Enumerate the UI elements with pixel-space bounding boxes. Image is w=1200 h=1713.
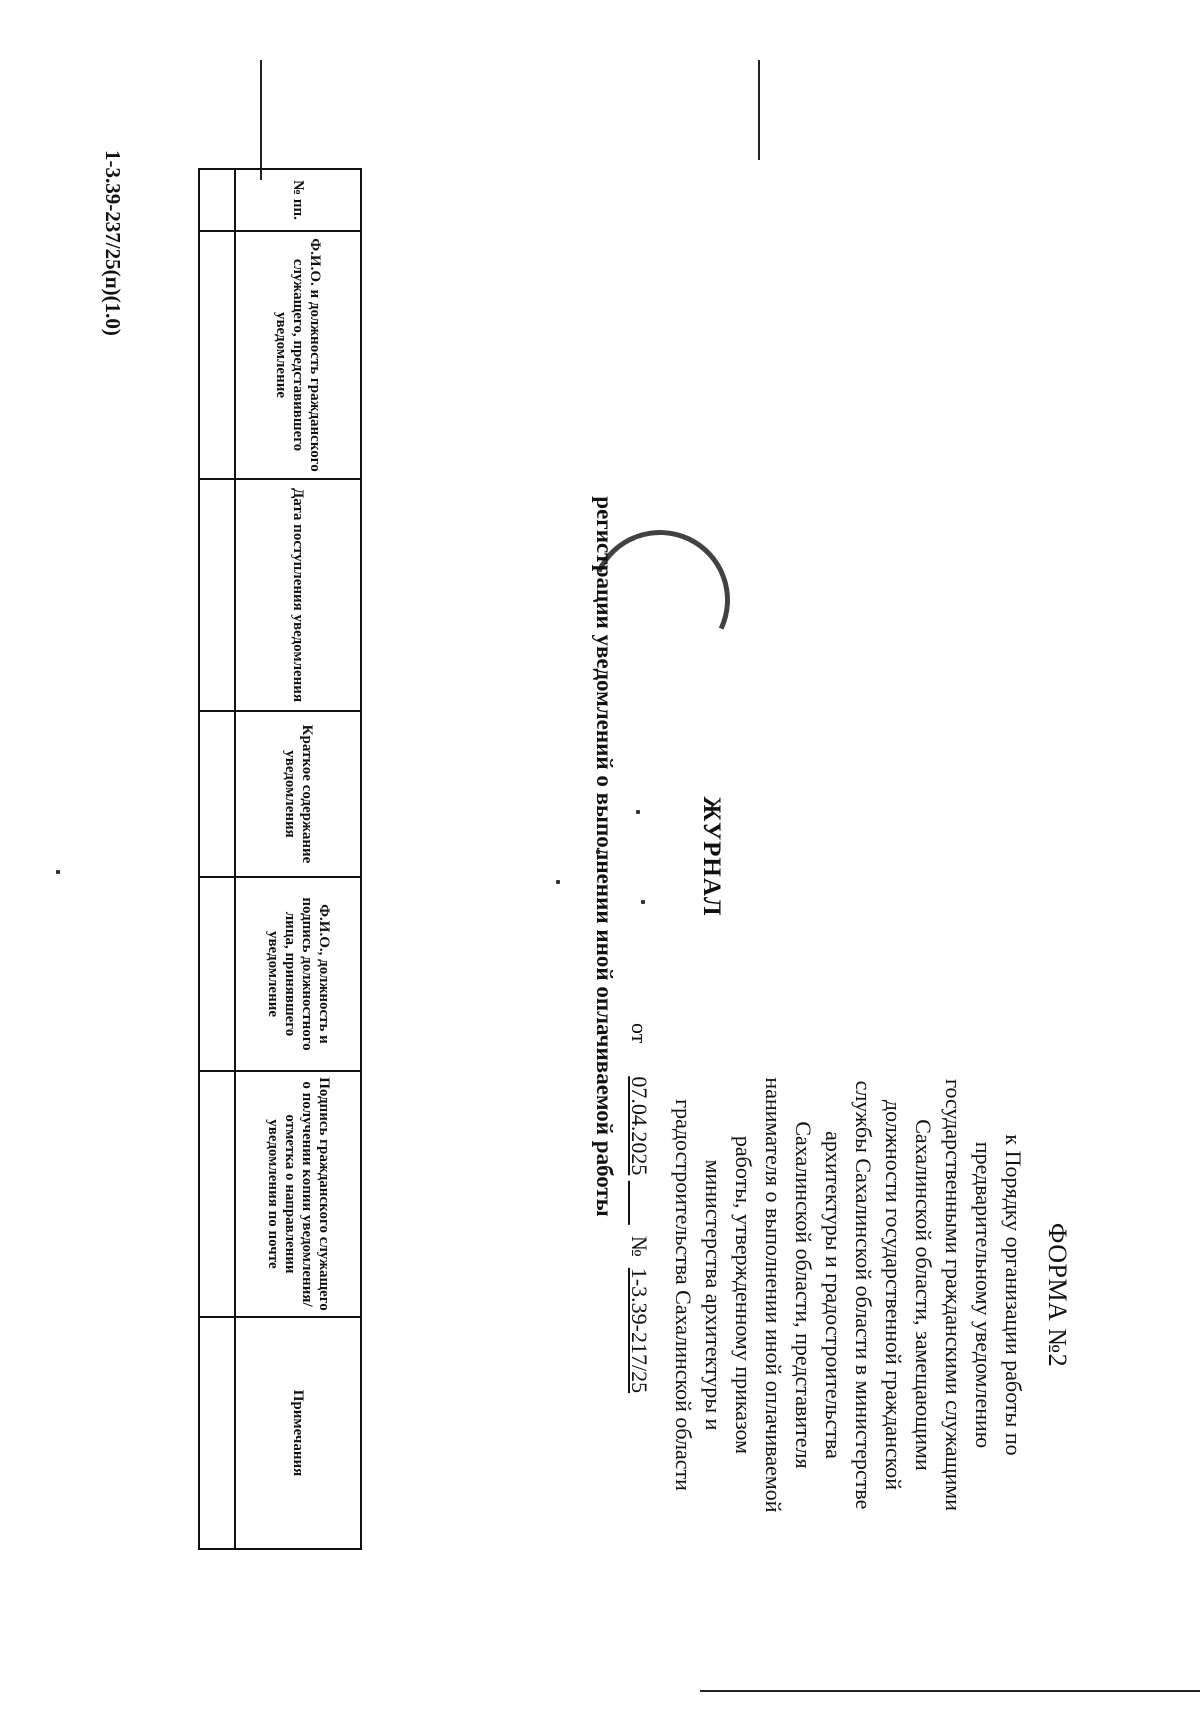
header-summary: Краткое содержание уведомления: [235, 711, 361, 877]
form-line: предварительному уведомлению: [971, 1141, 996, 1449]
document-code: 1-3.39-237/25(п)(1.0): [101, 150, 125, 336]
reference-line: [624, 1015, 654, 1575]
ref-date: 07.04.2025: [627, 1076, 652, 1176]
scan-border-line: [758, 60, 760, 160]
form-line: государственными гражданскими служащими: [941, 1079, 966, 1511]
scan-speck: [56, 870, 60, 874]
form-title: ФОРМА №2: [1043, 1222, 1072, 1368]
table-row: [199, 169, 235, 1549]
table-cell: [199, 711, 235, 877]
table-cell: [199, 479, 235, 711]
ref-from-label: от: [627, 1023, 652, 1044]
scan-speck: [556, 880, 560, 884]
scan-speck: [636, 810, 640, 814]
ref-number: 1-3.39-217/25: [627, 1267, 652, 1394]
table-cell: [199, 231, 235, 479]
table-cell: [199, 877, 235, 1071]
journal-title: ЖУРНАЛ: [698, 796, 725, 917]
header-date-received: Дата поступления уведомления: [235, 479, 361, 711]
ref-no-label: №: [627, 1235, 652, 1257]
journal-subtitle: регистрации уведомлений о выполнении иной оплачиваемой работы: [592, 496, 617, 1217]
form-line: градостроительства Сахалинской области: [671, 1099, 696, 1491]
table-cell: [199, 1071, 235, 1317]
scan-speck: [641, 900, 645, 904]
form-header: [624, 1015, 1072, 1575]
form-line: должности государственной гражданской: [881, 1099, 906, 1491]
form-line: министерства архитектуры и: [701, 1159, 726, 1431]
header-receiving-official: Ф.И.О., должность и подпись должностного лица, принявшего уведомление: [235, 877, 361, 1071]
form-line: работы, утвержденному приказом: [731, 1135, 756, 1455]
table-cell: [199, 1317, 235, 1549]
scan-border-line: [260, 60, 262, 180]
header-copy-signature: Подпись гражданского служащего о получении копии уведомления/отметка о направлении уведомления по почте: [235, 1071, 361, 1317]
form-line: службы Сахалинской области в министерстве: [851, 1080, 876, 1510]
form-line: архитектуры и градостроительства: [821, 1131, 846, 1459]
table-header-row: [235, 169, 361, 1549]
form-line: нанимателя о выполнении иной оплачиваемой: [761, 1077, 786, 1513]
header-notes: Примечания: [235, 1317, 361, 1549]
form-line: Сахалинской области, замещающими: [911, 1119, 936, 1471]
header-employee: Ф.И.О. и должность гражданского служащего, представившего уведомление: [235, 231, 361, 479]
header-number: № пп.: [235, 169, 361, 231]
form-line: Сахалинской области, представителя: [791, 1121, 816, 1469]
scan-border-line: [700, 1690, 1200, 1692]
registration-table: [198, 168, 362, 1550]
form-line: к Порядку организации работы по: [1001, 1134, 1026, 1456]
table-cell: [199, 169, 235, 231]
